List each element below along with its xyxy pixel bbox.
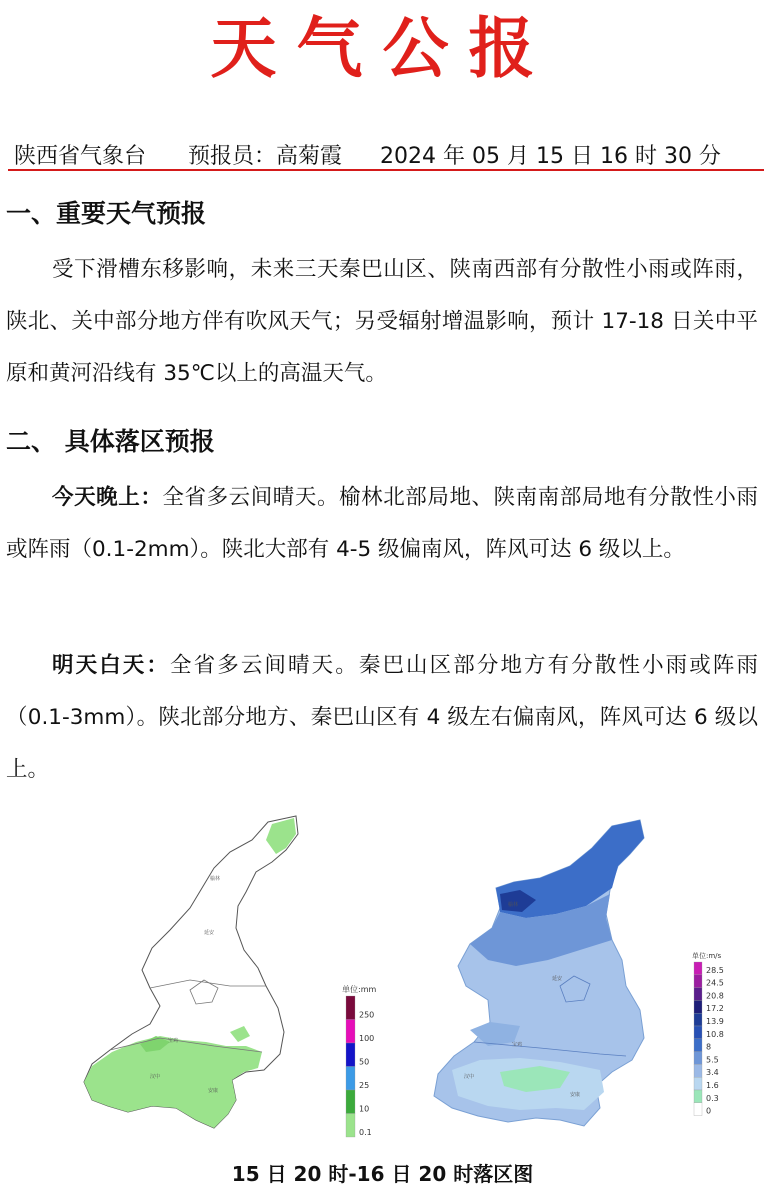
wind-legend-swatch: [694, 1013, 702, 1026]
paragraph-tomorrow: [6, 640, 758, 796]
forecaster-name: 预报员：高菊霞: [188, 144, 343, 169]
wind-map-place: 安康: [570, 1092, 581, 1098]
rain-legend-swatch: [346, 1020, 355, 1044]
wind-legend-swatch: [694, 1064, 702, 1077]
paragraph-important: [6, 244, 758, 400]
paragraph-text: 全省多云间晴天。秦巴山区部分地方有分散性小雨或阵雨（0.1-3mm）。陕北部分地方、秦巴山区有 4 级左右偏南风，阵风可达 6 级以上。: [6, 653, 758, 782]
rain-legend-swatch: [346, 1114, 355, 1138]
issue-datetime: 2024 年 05 月 15 日 16 时 30 分: [380, 144, 721, 169]
wind-map: [434, 820, 724, 1126]
rain-legend-label: 0.1: [359, 1128, 372, 1137]
wind-map-place: 汉中: [464, 1074, 475, 1080]
wind-legend-label: 1.6: [706, 1081, 719, 1090]
wind-legend-label: 24.5: [706, 978, 724, 988]
wind-legend-swatch: [694, 1026, 702, 1039]
paragraph-tonight: [6, 472, 758, 576]
rain-legend-label: 25: [359, 1081, 370, 1090]
wind-legend-label: 13.9: [706, 1017, 724, 1026]
wind-legend-unit: 单位:m/s: [692, 952, 722, 960]
rain-legend-label: 100: [359, 1034, 375, 1043]
wind-legend-swatch: [694, 975, 702, 988]
rain-legend: [346, 996, 374, 1137]
rain-map: [84, 816, 376, 1137]
wind-legend-swatch: [694, 1000, 702, 1013]
map-caption: 15 日 20 时-16 日 20 时落区图: [231, 1162, 534, 1186]
paragraph-lead: 今天晚上：: [52, 485, 163, 510]
rain-legend-swatch: [346, 1043, 355, 1067]
wind-legend-swatch: [694, 962, 702, 975]
maps-svg: [0, 810, 765, 1150]
rain-map-place: 宝鸡: [168, 1038, 179, 1044]
rain-map-place: 安康: [208, 1088, 219, 1094]
wind-legend-swatch: [694, 1039, 702, 1052]
section-heading-detail: 二、 具体落区预报: [6, 427, 215, 456]
rain-legend-unit: 单位:mm: [342, 985, 377, 994]
wind-map-place: 榆林: [508, 902, 519, 908]
rain-legend-swatch: [346, 996, 355, 1020]
wind-legend-swatch: [694, 1090, 702, 1103]
rain-legend-label: 10: [359, 1104, 370, 1114]
wind-legend-label: 8: [706, 1042, 712, 1052]
agency-name: 陕西省气象台: [14, 144, 147, 169]
wind-legend: [694, 962, 724, 1116]
wind-legend-label: 20.8: [706, 991, 724, 1001]
wind-legend-label: 28.5: [706, 965, 724, 975]
rain-map-place: 汉中: [150, 1074, 161, 1080]
wind-legend-label: 5.5: [706, 1055, 719, 1065]
wind-legend-swatch: [694, 1103, 702, 1116]
paragraph-text: 受下滑槽东移影响，未来三天秦巴山区、陕南西部有分散性小雨或阵雨，陕北、关中部分地方伴有吹风天气；另受辐射增温影响，预计 17-18 日关中平原和黄河沿线有 35℃以上的高温天气。: [6, 257, 758, 386]
section-heading-important: 一、重要天气预报: [6, 199, 207, 228]
wind-legend-label: 3.4: [706, 1068, 719, 1078]
bulletin-title: 天气公报: [210, 10, 555, 87]
wind-legend-swatch: [694, 1077, 702, 1090]
wind-legend-swatch: [694, 988, 702, 1001]
wind-legend-label: 0: [706, 1106, 712, 1116]
rain-legend-label: 250: [359, 1010, 375, 1020]
rain-legend-swatch: [346, 1090, 355, 1114]
wind-legend-label: 17.2: [706, 1004, 724, 1014]
paragraph-lead: 明天白天：: [52, 653, 171, 678]
paragraph-text: 全省多云间晴天。榆林北部局地、陕南南部局地有分散性小雨或阵雨（0.1-2mm）。陕北大部有 4-5 级偏南风，阵风可达 6 级以上。: [6, 485, 758, 562]
wind-legend-swatch: [694, 1052, 702, 1065]
header-rule: [8, 169, 764, 171]
wind-map-place: 延安: [552, 976, 563, 982]
wind-legend-label: 10.8: [706, 1029, 724, 1039]
rain-map-place: 榆林: [210, 876, 221, 882]
wind-map-place: 宝鸡: [512, 1042, 523, 1048]
rain-legend-swatch: [346, 1067, 355, 1091]
forecast-maps: [0, 810, 765, 1150]
wind-legend-label: 0.3: [706, 1093, 719, 1103]
rain-legend-label: 50: [359, 1057, 370, 1067]
rain-map-place: 延安: [204, 930, 215, 936]
